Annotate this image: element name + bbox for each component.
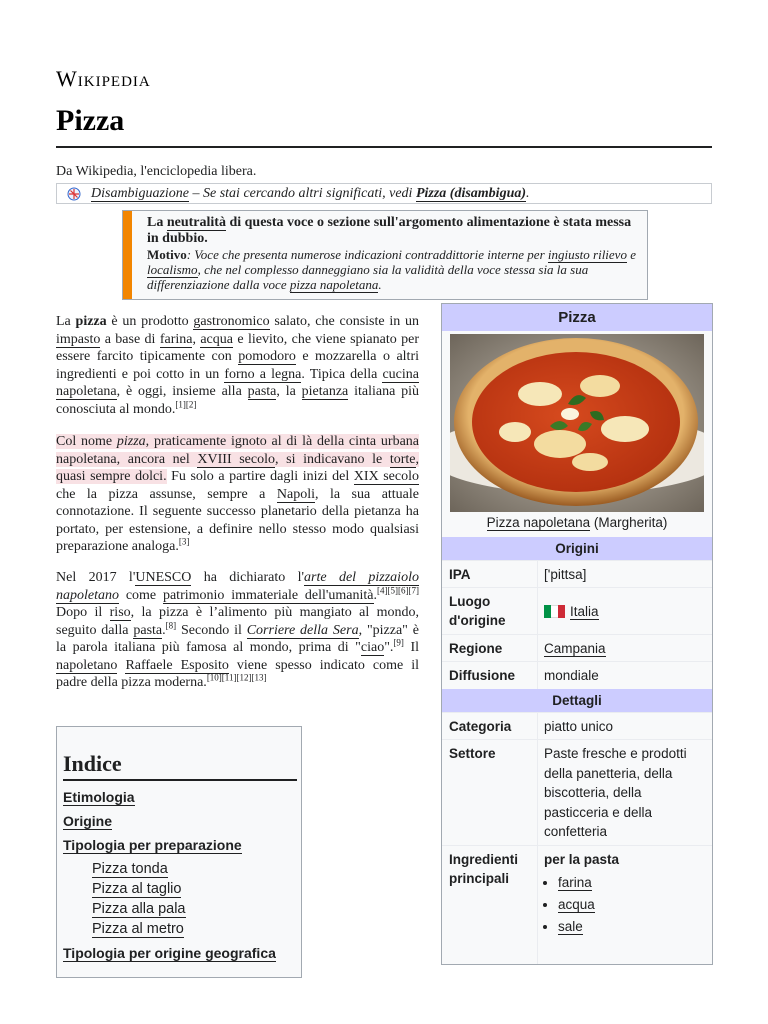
link-patrimonio-immateriale[interactable]: patrimonio immateriale dell'umanità [162, 587, 374, 603]
row-regione: Regione Campania [442, 634, 712, 662]
intro-paragraph-1: La pizza è un prodotto gastronomico salato, che consiste in un impasto a base di farina, acqua e lievito, che viene spianato per essere farcito tipicamente con pomodoro e mozzarella o altri ingredienti e poi cotto in un forno a legna. Tipica della cucina napoletana, è oggi, insieme alla pasta, la pietanza italiana più conosciuta al mondo.[1][2] [56, 314, 420, 417]
link-pasta-2[interactable]: pasta [133, 622, 163, 638]
disambiguation-text: Disambiguazione – Se stai cercando altri significati, vedi Pizza (disambigua). [91, 185, 530, 201]
intro-paragraph-2: Col nome pizza, praticamente ignoto al di là della cinta urbana napoletana, ancora nel XVIII secolo, si indicavano le torte, quasi sempre dolci. Fu solo a partire dagli inizi del XIX secolo che la pizza assunse, sempre a Napoli, la sua attuale connotazione. Il seguente successo planetario della pietanza ha portato, per estensione, a definire nello stesso modo qualsiasi preparazione analoga.[3] [56, 434, 420, 554]
neutrality-notice [122, 210, 648, 300]
link-unesco[interactable]: UNESCO [135, 570, 192, 585]
title-divider [56, 146, 712, 148]
toc-item-pizza-alla-pala[interactable]: Pizza alla pala [92, 901, 186, 917]
disambiguation-link[interactable]: Disambiguazione [91, 185, 189, 201]
notice-heading: La neutralità di questa voce o sezione sull'argomento alimentazione è stata messa in dubbio. [147, 215, 632, 246]
link-forno-a-legna[interactable]: forno a legna [224, 366, 302, 382]
notice-motivo: Motivo: Voce che presenta numerose indicazioni contraddittorie interne per ingiusto rilievo e localismo, che nel complesso danneggiano sia la validità della voce stessa sia la sua differenziazione dalla voce pizza napoletana. [147, 247, 636, 292]
link-napoletano[interactable]: napoletano [56, 657, 118, 673]
toc-item-origine[interactable]: Origine [63, 813, 113, 829]
toc-item-pizza-al-metro[interactable]: Pizza al metro [92, 921, 184, 937]
toc-list [63, 787, 299, 967]
pizza-margherita-image[interactable] [450, 334, 704, 512]
table-of-contents [56, 726, 302, 978]
toc-divider [63, 779, 297, 781]
link-impasto[interactable]: impasto [56, 331, 101, 347]
disambiguation-note [56, 183, 712, 204]
link-farina[interactable]: farina [159, 331, 193, 347]
toc-item-etimologia[interactable]: Etimologia [63, 789, 135, 805]
citation-ref[interactable]: [3] [178, 536, 190, 547]
wikipedia-logo[interactable]: Wikipedia [56, 66, 151, 91]
link-corriere-della-sera[interactable]: Corriere della Sera [246, 622, 359, 638]
link-gastronomico[interactable]: gastronomico [193, 314, 270, 329]
link-italia[interactable]: Italia [570, 604, 599, 619]
link-xix-secolo[interactable]: XIX secolo [353, 469, 419, 484]
link-ciao[interactable]: ciao [360, 640, 385, 655]
intro-paragraph-3: Nel 2017 l'UNESCO ha dichiarato l'arte del pizzaiolo napoletano come patrimonio immateriale dell'umanità.[4][5][6][7] Dopo il riso, la pizza è l’alimento più mangiato al mondo, seguito dalla pasta.[8] Secondo il Corriere della Sera, "pizza" è la parola italiana più famosa al mondo, prima di "ciao".[9] Il napoletano Raffaele Esposito viene spesso indicato come il padre della pizza moderna.[10][11][12][13] [56, 570, 419, 690]
disambiguation-target-link[interactable]: Pizza (disambigua) [415, 185, 527, 201]
italy-flag-icon [544, 604, 565, 617]
link-cucina-napoletana[interactable]: cucina napoletana [56, 366, 419, 399]
row-categoria: Categoria piatto unico [442, 712, 712, 740]
link-farina-ingredient[interactable]: farina [558, 874, 592, 890]
link-acqua[interactable]: acqua [200, 331, 233, 347]
toc-item-tipologia-origine-geografica[interactable]: Tipologia per origine geografica [63, 945, 276, 961]
page-tagline: Da Wikipedia, l'enciclopedia libera. [56, 164, 257, 179]
toc-item-pizza-al-taglio[interactable]: Pizza al taglio [92, 881, 182, 897]
row-luogo-origine: Luogo d'origine Italia [442, 587, 712, 635]
citation-ref[interactable]: [4][5][6][7] [377, 584, 419, 595]
notice-accent-bar [123, 211, 132, 299]
citation-ref[interactable]: [10][11][12][13] [206, 672, 267, 683]
pizza-napoletana-link[interactable]: pizza napoletana [289, 277, 379, 292]
link-pomodoro[interactable]: pomodoro [238, 349, 296, 364]
ingredients-group-label: per la pasta [544, 852, 620, 867]
citation-ref[interactable]: [9] [393, 637, 404, 648]
infobox [441, 303, 713, 965]
disambiguation-icon [67, 187, 81, 201]
link-napoli[interactable]: Napoli [276, 486, 315, 502]
link-acqua-ingredient[interactable]: acqua [558, 896, 595, 912]
row-diffusione: Diffusione mondiale [442, 661, 712, 689]
toc-item-pizza-tonda[interactable]: Pizza tonda [92, 861, 168, 877]
link-xviii-secolo[interactable]: XVIII secolo [197, 451, 275, 467]
ingiusto-rilievo-link[interactable]: ingiusto rilievo [547, 247, 627, 262]
infobox-title: Pizza [442, 304, 712, 331]
link-sale-ingredient[interactable]: sale [558, 918, 583, 934]
link-torte[interactable]: torte [389, 451, 416, 467]
citation-ref[interactable]: [1][2] [175, 398, 197, 409]
section-dettagli: Dettagli [442, 689, 712, 712]
link-campania[interactable]: Campania [544, 641, 606, 656]
toc-title: Indice [63, 751, 122, 776]
section-origini: Origini [442, 537, 712, 560]
row-settore: Settore Paste fresche e prodotti della panetteria, della biscotteria, della pasticceria e della confetteria [442, 739, 712, 846]
link-raffaele-esposito[interactable]: Raffaele Esposito [125, 657, 229, 673]
row-ipa: IPA ['pittsa] [442, 560, 712, 588]
toc-item-tipologia-preparazione[interactable]: Tipologia per preparazione [63, 837, 242, 853]
citation-ref[interactable]: [8] [165, 619, 177, 630]
localismo-link[interactable]: localismo [147, 262, 198, 277]
link-pietanza[interactable]: pietanza [301, 384, 349, 399]
image-caption: Pizza napoletana (Margherita) [486, 515, 668, 530]
link-pasta[interactable]: pasta [247, 384, 277, 399]
caption-link[interactable]: Pizza napoletana [486, 515, 591, 530]
page-title: Pizza [56, 104, 125, 137]
row-ingredienti: Ingredienti principali per la pasta • farina • acqua • sale [442, 845, 712, 965]
neutrality-link[interactable]: neutralità [166, 215, 226, 230]
ingredients-list [544, 872, 708, 938]
link-arte-del-pizzaiolo[interactable]: arte del pizzaiolo napoletano [56, 570, 419, 603]
link-riso[interactable]: riso [109, 605, 131, 620]
